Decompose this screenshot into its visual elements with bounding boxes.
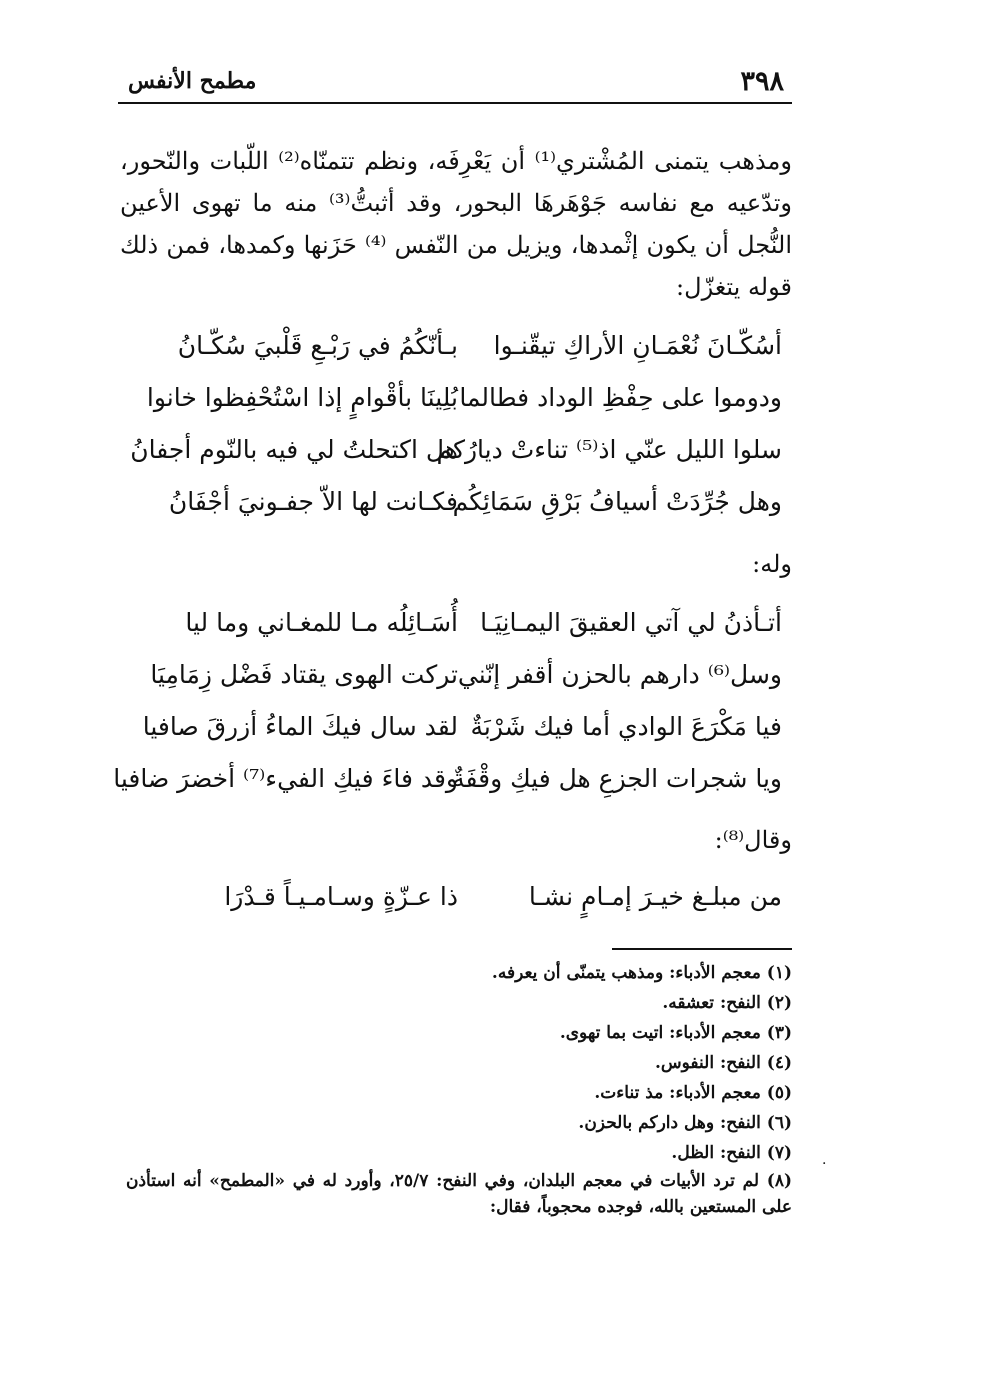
footnote: (٥) معجم الأدباء: مذ تناءت. [594,1083,792,1103]
verse [118,377,792,429]
verse-second-hemistich: ذا عـزّةٍ وسـامـيـاً قـدْرَا [224,882,458,911]
verse-second-hemistich: بـأنّكُمُ في رَبْـعِ قَلْبيَ سُكّـانُ [177,331,458,360]
verse-first-hemistich: ودوموا على حِفْظِ الوداد فطالما [459,383,782,412]
poem-1 [118,325,792,533]
verse-intro: وله: [752,550,792,578]
verse-intro: وقال⁽⁸⁾: [714,826,792,854]
verse-second-hemistich: تركت الهوى يقتاد فَضْل زِمَامِيَا [150,660,458,689]
verse-second-hemistich: هل اكتحلتُ لي فيه بالنّوم أجفانُ [130,435,458,464]
stray-mark: · [822,1156,827,1172]
verse [113,758,792,810]
footnote: (٧) النفح: الظل. [671,1143,792,1163]
verse-first-hemistich: سلوا الليل عنّي اذ⁽⁵⁾ تناءتْ ديارُكم [436,435,782,464]
running-head: مطمح الأنفس [128,68,257,94]
footnote-divider [612,948,792,950]
verse [118,706,792,758]
verse-first-hemistich: ويا شجرات الجزعِ هل فيكِ وقْفَةٌ [452,764,782,793]
verse-second-hemistich: وقد فاءَ فيكِ الفيء⁽⁷⁾ أخضرَ ضافيا [113,764,458,793]
page-header [118,62,792,104]
verse-first-hemistich: من مبلـغ خيـرَ إمـامٍ نشـا [528,882,782,911]
verse [118,481,792,533]
verse-second-hemistich: لقد سال فيكَ الماءُ أزرقَ صافيا [142,712,458,741]
footnote: (١) معجم الأدباء: ومذهب يتمنّى أن يعرفه. [491,963,792,983]
poem-3 [118,876,792,928]
verse [118,429,792,481]
footnote: (٤) النفح: النفوس. [654,1053,792,1073]
footnote: (٨) لم ترد الأبيات في معجم البلدان، وفي النفح: ٢٥/٧، وأورد له في «المطمح» أنه استأذن على المستعين بالله، فوجده محجوباً، فقال: [126,1171,792,1217]
verse-first-hemistich: أسُكّـانَ نُعْمَـانِ الأراكِ تيقّنـوا [493,331,782,360]
verse-first-hemistich: فيا مَكْرَعَ الوادي أما فيك شَرْبَةٌ [470,712,782,741]
poem-2 [113,602,792,810]
footnote: (٦) النفح: وهل داركم بالحزن. [578,1113,792,1133]
verse-first-hemistich: وهل جُرِّدَتْ أسيافُ بَرْقِ سَمَائِكُم [452,487,782,516]
footnote: (٣) معجم الأدباء: اتيت بما تهوى. [559,1023,792,1043]
verse [118,602,792,654]
verse-second-hemistich: بُلِينَا بأقْوامٍ إذا اسْتُحْفِظوا خانوا [146,383,458,412]
verse-second-hemistich: فكـانت لها الاّ جفـونيَ أجْفَانُ [168,487,458,516]
verse-first-hemistich: وسل⁽⁶⁾ دارهم بالحزن أقفر إنّني [457,660,782,689]
verse [118,325,792,377]
footnote: (٢) النفح: تعشقه. [662,993,792,1013]
verse-second-hemistich: أُسَـائِلُه مـا للمغـاني وما ليا [185,608,458,637]
prose-paragraph: ومذهب يتمنى المُشْتري⁽¹⁾ أن يَعْرِفَه، ونظم تتمنّاه⁽²⁾ اللّبات والنّحور، وتدّعيه مع نفاسه جَوْهَرهَا البحور، وقد أثبتُّ⁽³⁾ منه ما تهوى الأعين النُّجل أن يكون إثْمدها، ويزيل من النّفس ⁽⁴⁾ حَزَنها وكمدها، فمن ذلك قوله يتغزّل: [120,147,793,301]
verse [118,654,792,706]
page-number: ٣٩٨ [740,66,784,97]
verse [118,876,792,928]
verse-first-hemistich: أتـأذنُ لي آتي العقيقَ اليمـانِيَـا [480,608,782,637]
footnotes [126,958,792,1220]
